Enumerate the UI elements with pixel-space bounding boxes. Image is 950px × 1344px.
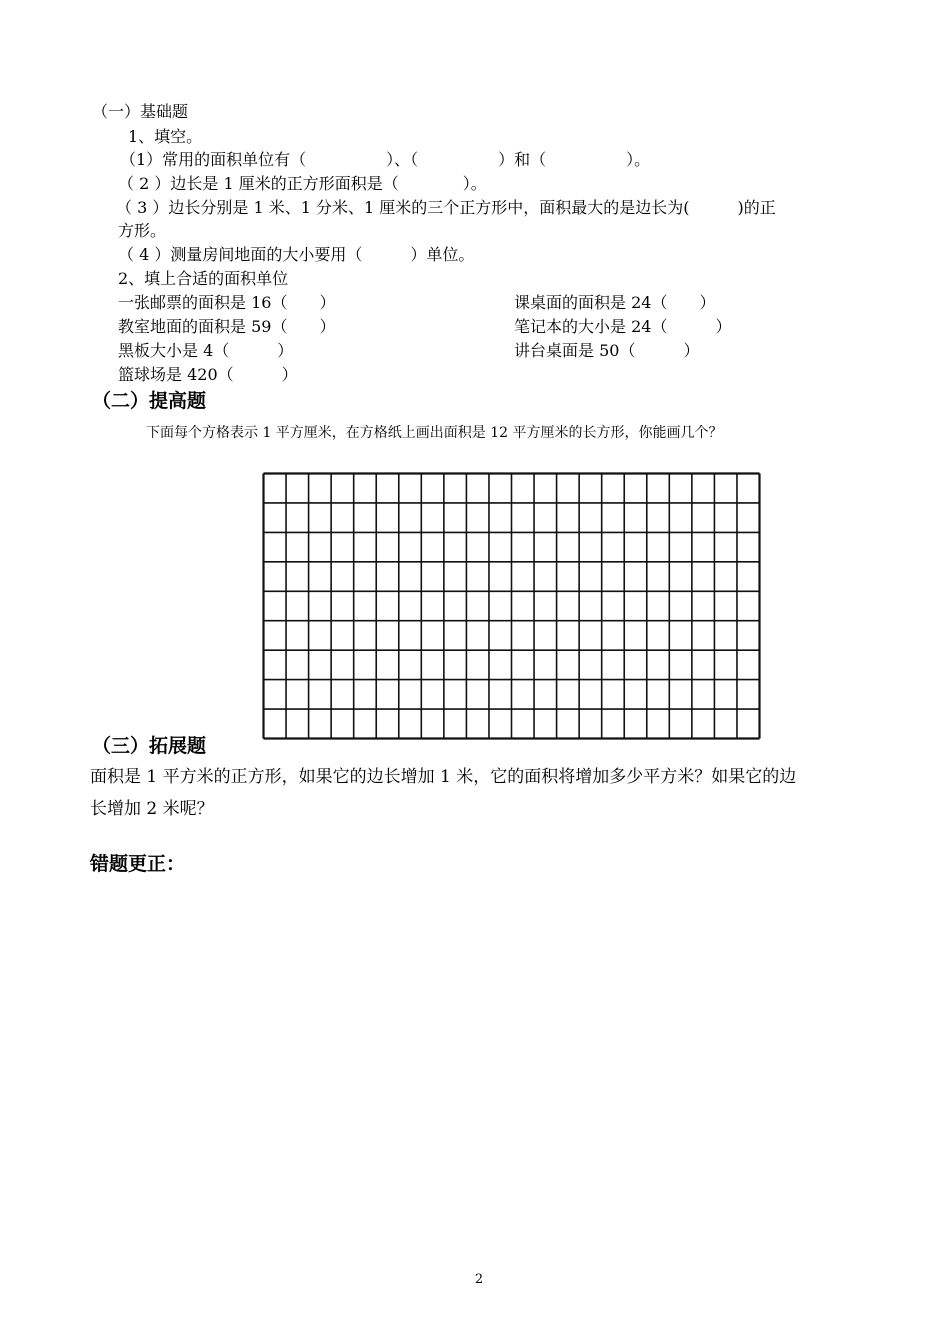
page-number: 2	[474, 1272, 484, 1287]
correction-title: 错题更正：	[90, 853, 186, 875]
section2-question: 下面每个方格表示 1 平方厘米，在方格纸上画出面积是 12 平方厘米的长方形，你能画几个？	[146, 425, 723, 441]
q1-4: （ 4 ）测量房间地面的大小要用（ ）单位。	[118, 245, 475, 264]
square-grid-paper[interactable]	[262, 472, 761, 740]
q2-item-podium: 讲台桌面是 50（ ）	[514, 341, 700, 360]
section2-title: （二）提高题	[92, 390, 207, 412]
q1-1: （1）常用的面积单位有（ ）、（ ）和（ ）。	[120, 150, 651, 169]
q2-item-blackboard: 黑板大小是 4（ ）	[118, 341, 294, 360]
q2-item-classroom: 教室地面的面积是 59（ ）	[118, 317, 336, 336]
q2-item-desk: 课桌面的面积是 24（ ）	[514, 293, 716, 312]
q1-3-line2: 方形。	[118, 221, 167, 240]
q2-item-notebook: 笔记本的大小是 24（ ）	[514, 317, 732, 336]
section3-title: （三）拓展题	[92, 735, 207, 757]
section1-title: （一）基础题	[92, 102, 189, 121]
section3-question-line2: 长增加 2 米呢？	[90, 799, 214, 819]
q2-item-stamp: 一张邮票的面积是 16（ ）	[118, 293, 336, 312]
q1-2: （ 2 ）边长是 1 厘米的正方形面积是（ ）。	[118, 174, 487, 193]
q1-3-line1: （ 3 ）边长分别是 1 米、1 分米、1 厘米的三个正方形中，面积最大的是边长为( )的正	[116, 198, 776, 217]
q1-title: 1、填空。	[128, 127, 203, 146]
grid-svg	[262, 472, 761, 740]
q2-item-court: 篮球场是 420（ ）	[118, 365, 298, 384]
q2-title: 2、填上合适的面积单位	[118, 269, 289, 288]
section3-question-line1: 面积是 1 平方米的正方形，如果它的边长增加 1 米，它的面积将增加多少平方米？如果它的边	[90, 767, 797, 787]
